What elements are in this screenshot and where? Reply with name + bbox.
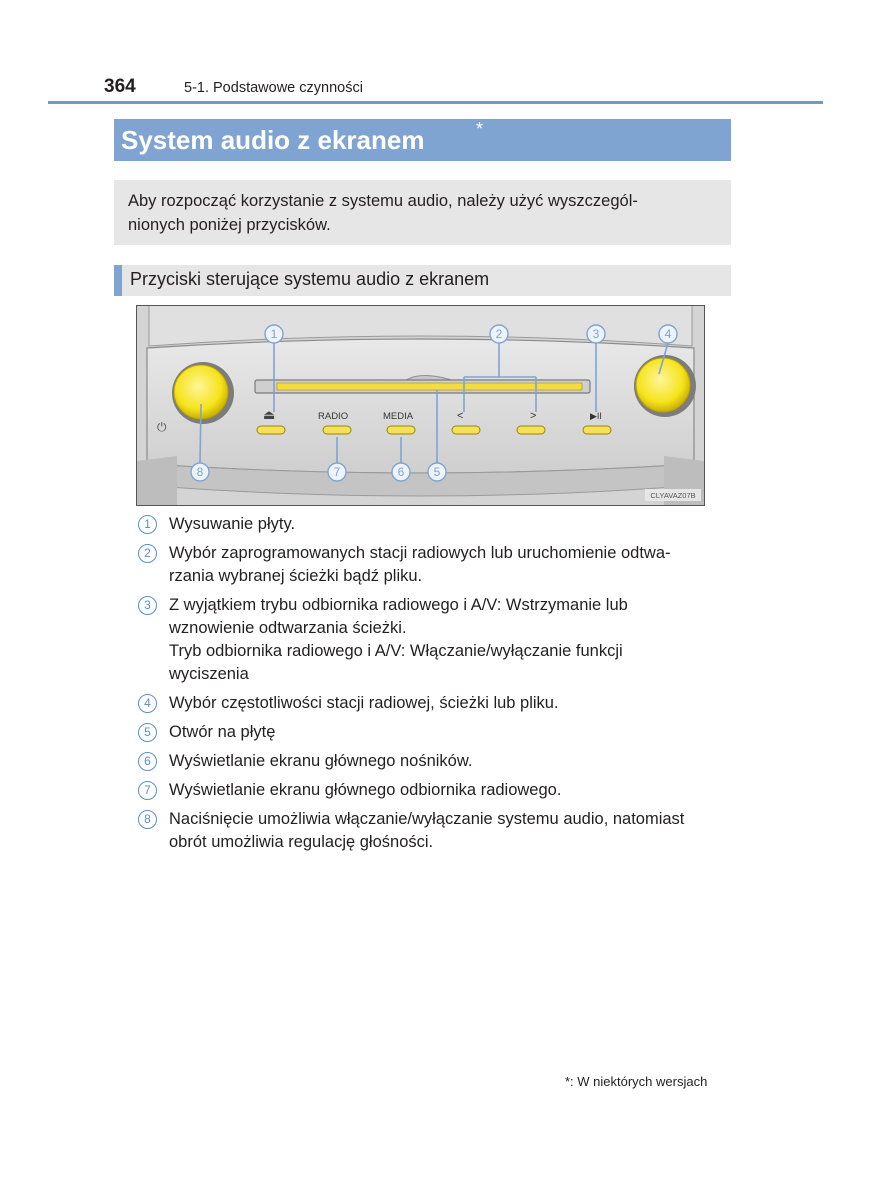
legend-text: Wyświetlanie ekranu głównego odbiornika radiowego. <box>169 781 562 799</box>
page-number: 364 <box>104 76 136 97</box>
audio-panel-illustration <box>137 306 704 505</box>
callout-1: 1 <box>270 327 278 341</box>
legend-text: rzania wybranej ścieżki bądź pliku. <box>169 567 423 585</box>
legend-text: Otwór na płytę <box>169 723 276 741</box>
legend-item <box>138 513 732 536</box>
callout-5: 5 <box>433 465 441 479</box>
legend-number: 6 <box>138 752 157 771</box>
legend-number: 5 <box>138 723 157 742</box>
play-pause-icon: ▶II <box>590 411 602 421</box>
legend-number: 4 <box>138 694 157 713</box>
callout-8: 8 <box>196 465 204 479</box>
legend-text: wyciszenia <box>169 665 249 683</box>
prev-button <box>452 426 480 434</box>
legend-item <box>138 750 732 773</box>
title-bar <box>114 119 731 161</box>
next-button <box>517 426 545 434</box>
radio-button-label: RADIO <box>318 411 349 422</box>
eject-button <box>257 426 285 434</box>
media-button <box>387 426 415 434</box>
legend-text: Wybór zaprogramowanych stacji radiowych lub uruchomienie odtwa- <box>169 544 671 562</box>
callout-3: 3 <box>592 327 600 341</box>
play-pause-button <box>583 426 611 434</box>
legend-item <box>138 594 732 686</box>
eject-icon: ⏏ <box>263 407 276 422</box>
legend-item <box>138 779 732 802</box>
next-icon: > <box>530 410 537 422</box>
legend-number: 2 <box>138 544 157 563</box>
legend-text: Tryb odbiornika radiowego i A/V: Włączanie/wyłączanie funkcji <box>169 642 623 660</box>
legend-text: obrót umożliwia regulację głośności. <box>169 833 434 851</box>
legend-number: 3 <box>138 596 157 615</box>
legend-item <box>138 542 732 588</box>
legend-item <box>138 721 732 744</box>
media-button-label: MEDIA <box>383 411 414 422</box>
callout-4: 4 <box>664 327 672 341</box>
section-title: 5-1. Podstawowe czynności <box>184 80 363 96</box>
header-rule <box>48 101 823 104</box>
callout-6: 6 <box>397 465 405 479</box>
callout-7: 7 <box>333 465 341 479</box>
radio-button <box>323 426 351 434</box>
legend-item <box>138 692 732 715</box>
power-icon: ⏻ <box>157 420 167 434</box>
prev-icon: < <box>457 410 464 422</box>
legend-text: wznowienie odtwarzania ścieżki. <box>169 619 407 637</box>
legend-text: Naciśnięcie umożliwia włączanie/wyłączanie systemu audio, natomiast <box>169 810 685 828</box>
intro-box <box>114 180 731 245</box>
legend-text: Z wyjątkiem trybu odbiornika radiowego i A/V: Wstrzymanie lub <box>169 596 628 614</box>
subheading-accent <box>114 265 122 296</box>
subheading-bar <box>114 265 731 296</box>
page-title: System audio z ekranem <box>121 125 425 155</box>
intro-line-2: nionych poniżej przycisków. <box>128 216 331 234</box>
legend-item <box>138 808 732 854</box>
intro-line-1: Aby rozpocząć korzystanie z systemu audio, należy użyć wyszczegól- <box>128 192 638 210</box>
intro-text <box>128 189 720 237</box>
legend-list <box>138 513 732 860</box>
image-code: CLYAVAZ07B <box>650 491 696 500</box>
legend-number: 7 <box>138 781 157 800</box>
subheading: Przyciski sterujące systemu audio z ekranem <box>130 269 490 289</box>
legend-text: Wyświetlanie ekranu głównego nośników. <box>169 752 473 770</box>
legend-text: Wysuwanie płyty. <box>169 515 296 533</box>
footnote: *: W niektórych wersjach <box>565 1074 708 1089</box>
legend-number: 1 <box>138 515 157 534</box>
title-asterisk: * <box>476 119 484 139</box>
legend-number: 8 <box>138 810 157 829</box>
callout-2: 2 <box>495 327 503 341</box>
audio-panel-figure <box>136 305 705 506</box>
legend-text: Wybór częstotliwości stacji radiowej, ścieżki lub pliku. <box>169 694 559 712</box>
